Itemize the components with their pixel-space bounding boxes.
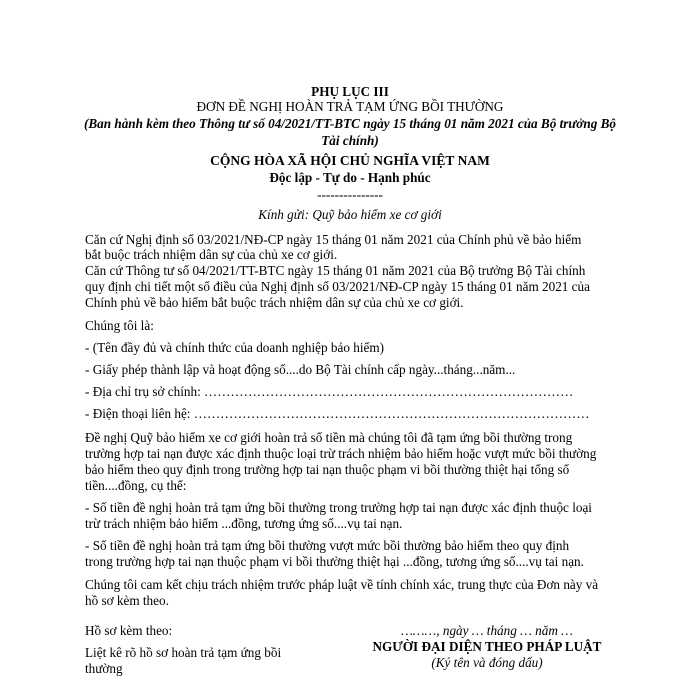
sign-note: (Ký tên và đóng dấu): [431, 655, 543, 670]
field-phone: - Điện thoại liên hệ: ………………………………………………………………………………: [85, 406, 590, 421]
issued-note-line-2: Tài chính): [321, 133, 379, 148]
form-title: ĐƠN ĐỀ NGHỊ HOÀN TRẢ TẠM ỨNG BỒI THƯỜNG: [196, 99, 504, 114]
motto: Độc lập - Tự do - Hạnh phúc: [269, 170, 431, 185]
request-line-2: trường hợp tai nạn được xác định thuộc loại trừ trách nhiệm bảo hiểm hoặc vượt mức bồi thường: [85, 446, 597, 461]
basis-2-line-3: Chính phủ về bảo hiểm bắt buộc trách nhiệm dân sự của chủ xe cơ giới.: [85, 295, 464, 310]
issued-note-line-1: (Ban hành kèm theo Thông tư số 04/2021/TT-BTC ngày 15 tháng 01 năm 2021 của Bộ trưởng Bộ: [83, 116, 617, 131]
item-2-line-1: - Số tiền đề nghị hoàn trả tạm ứng bồi thường vượt mức bồi thường bảo hiểm theo quy định: [85, 538, 570, 553]
request-line-3: bảo hiểm theo quy định trong trường hợp tai nạn thuộc phạm vi bồi thường thiệt hại tổng số: [85, 462, 570, 477]
attached-docs-label: Hồ sơ kèm theo:: [85, 623, 173, 638]
request-line-1: Đề nghị Quỹ bảo hiểm xe cơ giới hoàn trả số tiền mà chúng tôi đã tạm ứng bồi thường trong: [85, 430, 573, 445]
attached-docs-line-1: Liệt kê rõ hồ sơ hoàn trả tạm ứng bồi: [85, 645, 282, 660]
request-line-4: tiền....đồng, cụ thể:: [85, 478, 187, 493]
basis-2-line-1: Căn cứ Thông tư số 04/2021/TT-BTC ngày 15 tháng 01 năm 2021 của Bộ trưởng Bộ Tài chính: [85, 263, 586, 278]
representative-title: NGƯỜI ĐẠI DIỆN THEO PHÁP LUẬT: [372, 639, 602, 654]
item-2-line-2: trong trường hợp tai nạn thuộc phạm vi bồi thường thiệt hại ...đồng, tương ứng số....vụ tai nạn.: [85, 554, 584, 569]
item-1-line-2: trừ trách nhiệm bảo hiểm ...đồng, tương ứng số....vụ tai nạn.: [85, 516, 403, 531]
we-are-label: Chúng tôi là:: [85, 318, 154, 333]
field-license: - Giấy phép thành lập và hoạt động số....do Bộ Tài chính cấp ngày...tháng...năm...: [85, 362, 516, 377]
basis-1-line-1: Căn cứ Nghị định số 03/2021/NĐ-CP ngày 15 tháng 01 năm 2021 của Chính phủ về bảo hiểm: [85, 232, 582, 247]
item-1-line-1: - Số tiền đề nghị hoàn trả tạm ứng bồi thường trong trường hợp tai nạn được xác định thuộc loại: [85, 500, 592, 515]
nation-title: CỘNG HÒA XÃ HỘI CHỦ NGHĨA VIỆT NAM: [210, 153, 490, 168]
basis-1-line-2: bắt buộc trách nhiệm dân sự của chủ xe cơ giới.: [85, 247, 338, 262]
divider: ---------------: [317, 187, 383, 202]
recipient: Kính gửi: Quỹ bảo hiểm xe cơ giới: [258, 207, 442, 222]
attached-docs-line-2: thường: [85, 661, 123, 676]
field-company-name: - (Tên đầy đủ và chính thức của doanh nghiệp bảo hiểm): [85, 340, 385, 355]
commitment-line-2: hồ sơ kèm theo.: [85, 593, 169, 608]
appendix-title: PHỤ LỤC III: [311, 84, 389, 99]
basis-2-line-2: quy định chi tiết một số điều của Nghị định số 03/2021/NĐ-CP ngày 15 tháng 01 năm 2021 của: [85, 279, 590, 294]
commitment-line-1: Chúng tôi cam kết chịu trách nhiệm trước pháp luật về tính chính xác, trung thực của Đơn này và: [85, 577, 599, 592]
field-address: - Địa chỉ trụ sở chính: …………………………………………………………………………: [85, 384, 574, 399]
date-line: ………, ngày … tháng … năm …: [401, 623, 573, 638]
